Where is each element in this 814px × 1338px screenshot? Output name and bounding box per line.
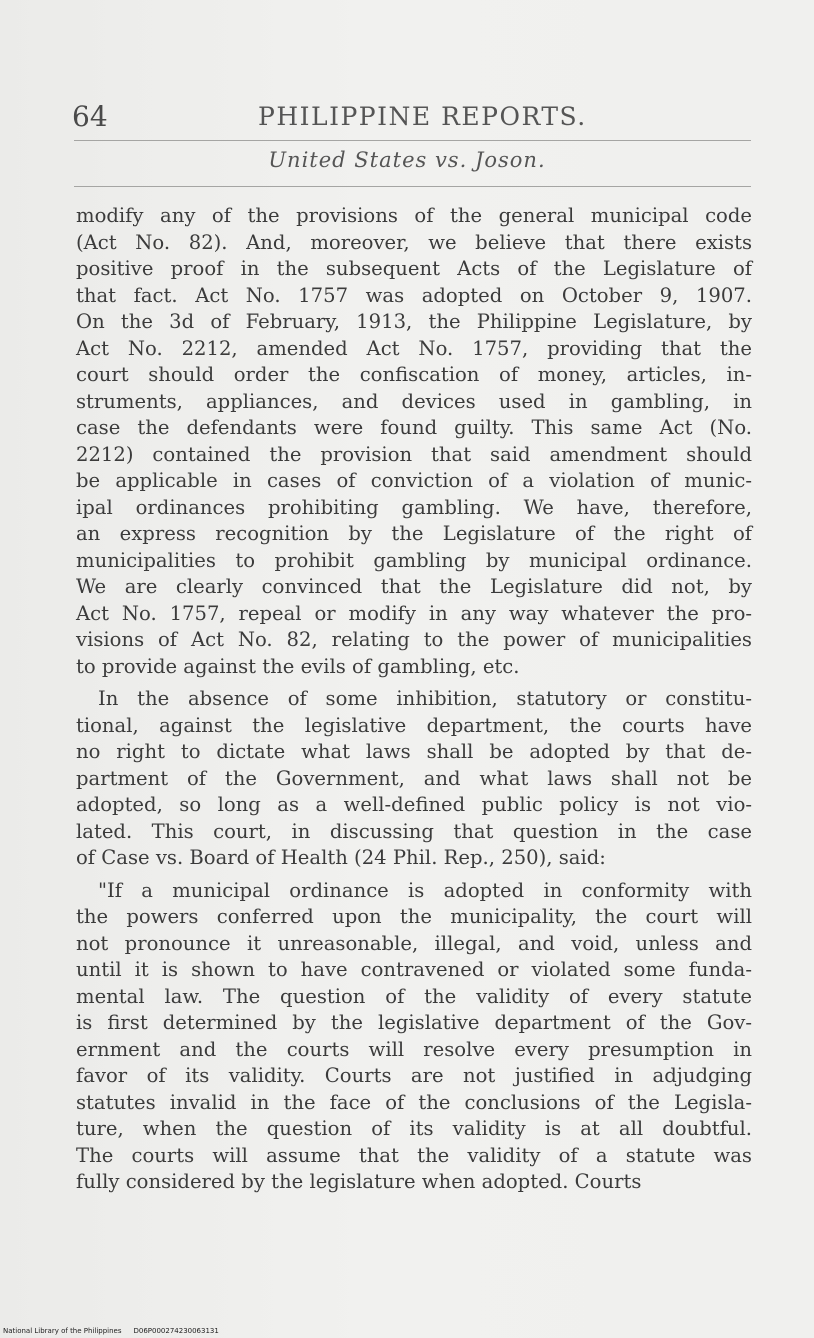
text-line: adopted, so long as a well-defined public policy is not vio- bbox=[76, 793, 752, 816]
text-line: not pronounce it unreasonable, illegal, and void, unless and bbox=[76, 931, 752, 955]
text-line: struments, appliances, and devices used in gambling, in bbox=[76, 389, 752, 413]
text-line: positive proof in the subsequent Acts of the Legislature of bbox=[76, 257, 752, 280]
text-line: (Act No. 82). And, moreover, we believe that there exists bbox=[76, 230, 752, 254]
paragraph bbox=[76, 686, 752, 872]
case-title: United States vs. Joson. bbox=[268, 148, 546, 172]
text-line: On the 3d of February, 1913, the Philippine Legislature, by bbox=[76, 310, 752, 333]
text-line: the powers conferred upon the municipality, the court will bbox=[76, 905, 752, 928]
text-line: court should order the confiscation of money, articles, in- bbox=[76, 363, 752, 386]
text-line: ture, when the question of its validity is at all doubtful. bbox=[76, 1117, 752, 1140]
text-line: of Case vs. Board of Health (24 Phil. Rep., 250), said: bbox=[76, 846, 606, 869]
text-line: favor of its validity. Courts are not justified in adjudging bbox=[76, 1064, 752, 1087]
page-number: 64 bbox=[72, 100, 108, 133]
text-line: municipalities to prohibit gambling by municipal ordinance. bbox=[76, 548, 752, 572]
text-line: ipal ordinances prohibiting gambling. We have, therefore, bbox=[76, 495, 752, 519]
text-line: until it is shown to have contravened or violated some funda- bbox=[76, 958, 752, 981]
text-line: modify any of the provisions of the general municipal code bbox=[76, 204, 752, 227]
text-line: be applicable in cases of conviction of a violation of munic- bbox=[76, 469, 752, 492]
text-line: to provide against the evils of gambling, etc. bbox=[76, 654, 520, 678]
paragraph bbox=[76, 878, 752, 1196]
text-line: tional, against the legislative department, the courts have bbox=[76, 713, 752, 737]
text-line: visions of Act No. 82, relating to the power of municipalities bbox=[76, 628, 752, 651]
text-line: partment of the Government, and what laws shall not be bbox=[76, 766, 752, 790]
footer-identifier: D06P000274230063131 bbox=[133, 1327, 219, 1335]
text-line: "If a municipal ordinance is adopted in conformity with bbox=[98, 878, 752, 902]
text-line: statutes invalid in the face of the conclusions of the Legisla- bbox=[76, 1090, 752, 1114]
text-line: case the defendants were found guilty. This same Act (No. bbox=[76, 416, 752, 439]
paragraph bbox=[76, 203, 752, 680]
text-line: no right to dictate what laws shall be adopted by that de- bbox=[76, 740, 752, 763]
text-line: ernment and the courts will resolve every presumption in bbox=[76, 1037, 752, 1061]
text-line: fully considered by the legislature when adopted. Courts bbox=[76, 1170, 642, 1193]
footer-library: National Library of the Philippines bbox=[3, 1327, 122, 1335]
text-line: Act No. 1757, repeal or modify in any way whatever the pro- bbox=[76, 601, 752, 625]
body-text bbox=[76, 203, 752, 1196]
text-line: In the absence of some inhibition, statutory or constitu- bbox=[98, 687, 752, 710]
text-line: We are clearly convinced that the Legislature did not, by bbox=[76, 575, 752, 598]
text-line: mental law. The question of the validity of every statute bbox=[76, 984, 752, 1008]
text-line: Act No. 2212, amended Act No. 1757, providing that the bbox=[76, 336, 752, 360]
header-rule-top bbox=[74, 140, 751, 141]
text-line: The courts will assume that the validity of a statute was bbox=[76, 1143, 752, 1167]
text-line: that fact. Act No. 1757 was adopted on October 9, 1907. bbox=[76, 283, 752, 307]
text-line: is first determined by the legislative department of the Gov- bbox=[76, 1011, 752, 1034]
text-line: lated. This court, in discussing that question in the case bbox=[76, 819, 752, 843]
page-header bbox=[72, 100, 752, 140]
header-rule-bottom bbox=[74, 186, 751, 187]
running-head: PHILIPPINE REPORTS. bbox=[258, 102, 587, 131]
text-line: 2212) contained the provision that said amendment should bbox=[76, 442, 752, 466]
scan-footer bbox=[3, 1327, 219, 1335]
text-line: an express recognition by the Legislature of the right of bbox=[76, 522, 752, 545]
